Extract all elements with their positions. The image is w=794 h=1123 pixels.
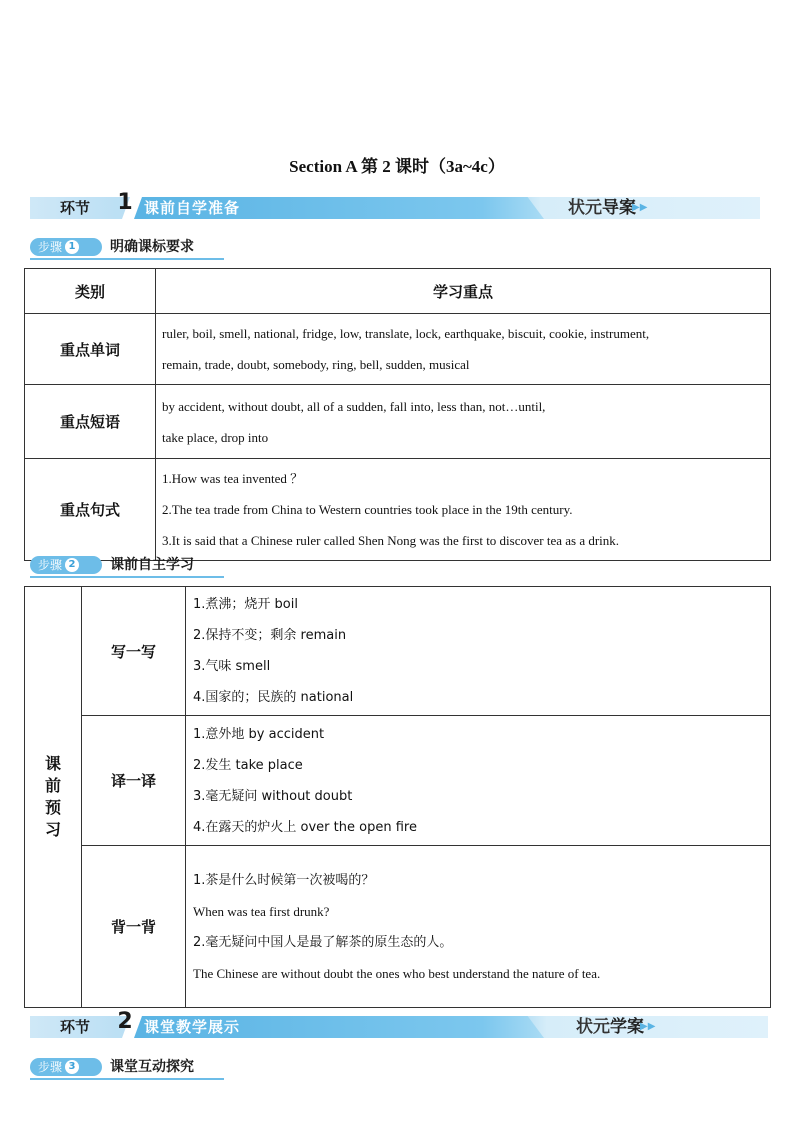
content-line: ruler, boil, smell, national, fridge, low, translate, lock, earthquake, biscuit, cookie, instrument, [162, 326, 650, 341]
row-category: 背一背 [82, 846, 186, 1008]
step-title: 明确课标要求 [110, 239, 194, 255]
table-row [25, 716, 771, 846]
content-line: 1.How was tea invented ？ [162, 471, 304, 486]
double-arrow-icon: ▶▶ [640, 1021, 656, 1032]
banner-tag [568, 196, 636, 220]
content-line: 3.It is said that a Chinese ruler called Shen Nong was the first to discover tea as a drink. [162, 533, 620, 548]
header-category: 类别 [25, 269, 156, 314]
content-line: 2.保持不变；剩余 remain [193, 628, 347, 643]
preview-table [24, 586, 771, 1008]
content-line: 2.发生 take place [193, 757, 303, 773]
banner-label: 环节 [60, 1018, 91, 1036]
table-row [25, 459, 771, 561]
step-pill-text: 步骤 [38, 558, 63, 572]
row-category: 重点短语 [25, 385, 156, 459]
step-underline [30, 576, 224, 578]
step-pill [30, 556, 102, 574]
side-char: 课 [44, 754, 61, 773]
step-underline [30, 1078, 224, 1080]
step-number: 2 [65, 558, 79, 572]
banner-number: 1 [117, 190, 133, 215]
content-line: 1.煮沸；烧开 boil [193, 597, 298, 612]
side-char: 预 [44, 798, 61, 817]
table-row [25, 385, 771, 459]
banner-tag-b: 导案 [602, 198, 636, 218]
row-content [186, 846, 771, 1008]
banner-tag [576, 1015, 644, 1039]
row-content [156, 385, 771, 459]
section-banner-2 [30, 1009, 768, 1038]
table-header-row [25, 269, 771, 314]
banner-number: 2 [117, 1009, 133, 1034]
banner-tag-a: 状元 [568, 198, 602, 218]
step-pill-text: 步骤 [38, 240, 63, 254]
key-points-table [24, 268, 771, 561]
content-line: 4.在露天的炉火上 over the open fire [193, 819, 417, 835]
table-row [25, 314, 771, 385]
content-line: 2.The tea trade from China to Western countries took place in the 19th century. [162, 502, 573, 517]
banner-tag-a: 状元 [576, 1017, 610, 1037]
content-line: 4.国家的；民族的 national [193, 690, 354, 705]
banner-tag-b: 学案 [610, 1017, 644, 1037]
banner-title: 课前自学准备 [144, 199, 241, 217]
step-underline [30, 258, 224, 260]
page-title: Section A 第 2 课时（3a~4c） [289, 157, 505, 176]
step-title: 课前自主学习 [110, 557, 194, 573]
content-line: 1.意外地 by accident [193, 726, 325, 742]
row-category: 写一写 [82, 587, 186, 716]
content-line: 3.气味 smell [193, 659, 271, 674]
content-line: 2.毫无疑问中国人是最了解茶的原生态的人。 [193, 934, 453, 950]
row-content [156, 459, 771, 561]
step-number: 1 [65, 240, 79, 254]
row-category: 译一译 [82, 716, 186, 846]
content-line: 3.毫无疑问 without doubt [193, 788, 353, 804]
banner-title: 课堂教学展示 [144, 1018, 241, 1036]
content-line: The Chinese are without doubt the ones who best understand the nature of tea. [193, 965, 601, 981]
side-char: 前 [44, 776, 61, 795]
table-row [25, 846, 771, 1008]
side-char: 习 [44, 820, 61, 839]
step-number: 3 [65, 1060, 79, 1074]
side-label [25, 587, 82, 1008]
content-line: When was tea first drunk? [193, 903, 330, 919]
step-pill [30, 1058, 102, 1076]
double-arrow-icon: ▶▶ [632, 202, 648, 213]
header-focus: 学习重点 [156, 269, 771, 314]
row-content [186, 716, 771, 846]
row-category: 重点单词 [25, 314, 156, 385]
section-banner-1 [30, 190, 760, 219]
content-line: take place, drop into [162, 429, 269, 445]
content-line: 1.茶是什么时候第一次被喝的？ [193, 872, 375, 888]
row-category: 重点句式 [25, 459, 156, 561]
table-row [25, 587, 771, 716]
banner-label: 环节 [60, 199, 91, 217]
step-pill [30, 238, 102, 256]
content-line: by accident, without doubt, all of a sudden, fall into, less than, not…until, [162, 398, 546, 414]
content-line: remain, trade, doubt, somebody, ring, bell, sudden, musical [162, 357, 470, 372]
step-title: 课堂互动探究 [110, 1059, 194, 1075]
step-pill-text: 步骤 [38, 1060, 63, 1074]
row-content [186, 587, 771, 716]
row-content [156, 314, 771, 385]
